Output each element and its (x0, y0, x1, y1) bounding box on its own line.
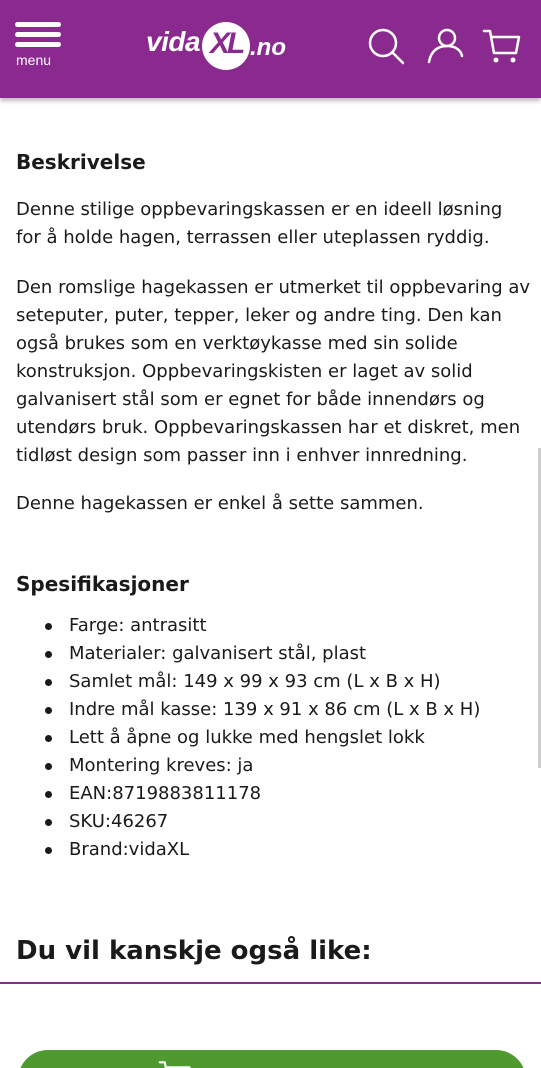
description-paragraph-2: Den romslige hagekassen er utmerket til oppbevaring av seteputer, puter, tepper, leker og andre ting. Den kan også brukes som en verktøykasse med sin solide konstruksjon. Oppbevaringskisten er laget av solid galvanisert stål som er egnet for både innendørs og utendørs bruk. Oppbevaringskassen har et diskret, men tidløst design som passer inn i enhver innredning. (16, 277, 531, 466)
section-divider (0, 982, 541, 984)
spec-item: Samlet mål: 149 x 99 x 93 cm (L x B x H) (16, 668, 531, 696)
menu-label: menu (16, 52, 52, 68)
spec-item: Indre mål kasse: 139 x 91 x 86 cm (L x B x H) (16, 696, 531, 724)
spec-item: SKU:46267 (16, 808, 531, 836)
spec-item: Lett å åpne og lukke med hengslet lokk (16, 724, 531, 752)
hamburger-icon (15, 22, 61, 47)
spec-item: Brand:vidaXL (16, 836, 531, 864)
logo-mark: XL (210, 27, 243, 60)
search-icon[interactable] (366, 26, 406, 66)
also-like-heading: Du vil kanskje også like: (16, 936, 372, 966)
product-description-section (16, 150, 531, 864)
spec-item: Montering kreves: ja (16, 752, 531, 780)
add-to-cart-button[interactable] (18, 1050, 526, 1068)
menu-button[interactable] (14, 22, 62, 74)
user-icon[interactable] (425, 26, 465, 66)
specifications-list (16, 612, 531, 864)
logo-suffix: .no (250, 34, 286, 61)
cart-icon (158, 1058, 192, 1068)
cart-icon[interactable] (482, 26, 522, 66)
description-paragraph-1: Denne stilige oppbevaringskassen er en ideell løsning for å holde hagen, terrassen eller uteplassen ryddig. (16, 199, 503, 248)
description-heading: Beskrivelse (16, 150, 146, 174)
description-paragraph-3: Denne hagekassen er enkel å sette sammen. (16, 493, 424, 514)
vidaxl-logo[interactable] (146, 20, 291, 70)
site-header (0, 0, 541, 98)
spec-item: EAN:8719883811178 (16, 780, 531, 808)
specifications-heading: Spesifikasjoner (16, 572, 189, 596)
spec-item: Materialer: galvanisert stål, plast (16, 640, 531, 668)
logo-prefix: vida (146, 26, 201, 57)
spec-item: Farge: antrasitt (16, 612, 531, 640)
